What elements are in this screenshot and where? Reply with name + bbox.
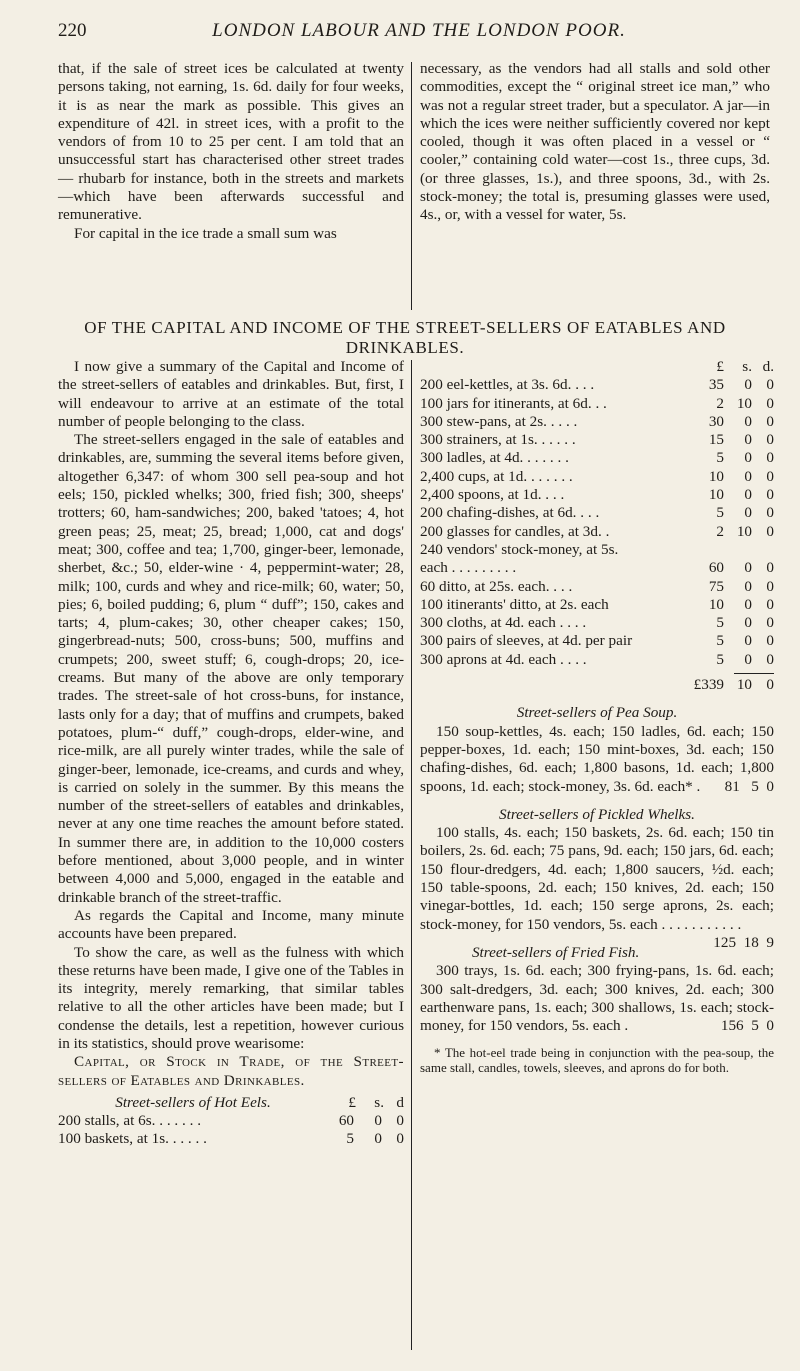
table-row <box>420 376 774 394</box>
col-pounds: £ <box>348 1093 356 1111</box>
row-label: 300 strainers, at 1s. . . . . . <box>420 431 576 449</box>
amount-pounds: 10 <box>708 467 724 485</box>
paragraph: The street-sellers engaged in the sale of eatables and drinkables, are, summing the several items before given, altogether 6,347: of whom 300 sell pea-soup and hot eels; 150, pickled whelks; 300, fried fish; 300, sheeps' trotters; 60, ham-sandwiches; 200, baked 'tatoes; 4, hot green peas; 25, meat; 25, bread; 1,000, cat and dogs' meat; 300, coffee and tea; 1,700, ginger-beer, lemonade, sherbet, &c.; 50, elder-wine · 4, peppermint-water; 28, milk; 100, curds and whey and rice-milk; 60, water; 50, pies; 6, boiled pudding; 6, plum “ duff”; 150, cakes and tarts; 4, plum-cakes; 30, other cheaper cakes; 150, gingerbread-nuts; 500, cross-buns; 500, muffins and crumpets; 200, sweet stuff; 6, cough-drops; 20, ice-creams. But many of the above are only temporary trades. The street-sale of hot cross-buns, for instance, lasts only for a day; that of muffins and crumpets, baked potatoes, plum-“ duff,” cough-drops, elder-wine, and rice-milk, are all purely winter trades, while the sale of ginger-beer, lemonade, ice-creams, and curds and whey, is carried on solely in the summer. By this means the number of the street-sellers of eatables and drinkables, never at any one time reaches the amount before stated. In summer there are, in addition to the 10,000 costers before mentioned, about 3,000 people, and in winter between 4,000 and 5,000, engaged in the eatable and drinkable branch of the street-traffic. <box>58 431 404 906</box>
column-divider <box>411 360 412 1350</box>
total-pounds: £339 <box>693 676 724 694</box>
amount-shillings: 0 <box>744 449 752 467</box>
col-pence: d. <box>762 358 774 375</box>
amount-shillings: 0 <box>744 577 752 595</box>
fried-fish-heading: Street-sellers of Fried Fish. <box>471 943 640 961</box>
col-pounds: £ <box>716 358 724 375</box>
column-top-left <box>58 60 404 243</box>
amount-shillings: 10 <box>736 522 752 540</box>
footnote: * The hot-eel trade being in conjunction with the pea-soup, the same stall, candles, towels, sleeves, and aprons do for both. <box>420 1045 774 1076</box>
fried-fish-items: 300 trays, 1s. 6d. each; 300 frying-pans, 1s. 6d. each; 300 salt-dredgers, 3d. each; 300 knives, 2d. each; 300 earthenware pans, 1s. each; 300 shallows, 1s. each; stock-money, for 150 vendors, 5s. each . <box>420 962 774 1035</box>
amount-shillings: 0 <box>744 431 752 449</box>
paragraph: To show the care, as well as the fulness with which these returns have been made, I give one of the Tables in its integrity, merely remarking, that similar tables relative to all the other articles have been made; but I condense the details, lest a repetition, however curious in its statistics, should prove wearisome: <box>58 943 404 1052</box>
amount-pounds: 10 <box>708 486 724 504</box>
row-label: 300 pairs of sleeves, at 4d. per pair <box>420 632 633 650</box>
amount-pence: 0 <box>766 614 774 632</box>
col-shillings: s. <box>742 358 752 375</box>
row-label: 100 jars for itinerants, at 6d. . . <box>420 394 607 412</box>
amount-pounds: 15 <box>708 431 724 449</box>
row-label: each . . . . . . . . . <box>420 559 517 577</box>
hot-eels-heading-row <box>58 1094 404 1112</box>
amount-pence: 0 <box>396 1112 404 1130</box>
col-shillings: s. <box>374 1093 384 1111</box>
amount-pounds: 2 <box>716 522 724 540</box>
amount-shillings: 0 <box>744 559 752 577</box>
paragraph: that, if the sale of street ices be calculated at twenty persons taking, not earning, 1s. 6d. daily for four weeks, it is as near the mark as possible. This gives an expenditure of 42l. in street ices, with a profit to the vendors of from 10 to 25 per cent. I am told that an unsuccessful start has characterised other street trades — rhubarb for instance, both in the streets and markets—which have been afterwards successful and remunerative. <box>58 60 404 224</box>
amount-shillings: 0 <box>744 614 752 632</box>
column-divider <box>411 62 412 310</box>
amount-shillings: 0 <box>744 650 752 668</box>
column-bottom-left <box>58 358 404 1149</box>
table-row <box>420 468 774 486</box>
row-label: 200 stalls, at 6s. . . . . . . <box>58 1112 202 1130</box>
pea-soup-heading: Street-sellers of Pea Soup. <box>516 704 678 722</box>
table-row <box>420 541 774 559</box>
amount-pence: 0 <box>766 650 774 668</box>
whelks-amount: 125 18 9 <box>713 933 774 951</box>
column-top-right <box>420 60 770 225</box>
table-row <box>420 614 774 632</box>
amount-pounds: 5 <box>716 650 724 668</box>
amount-shillings: 0 <box>744 632 752 650</box>
table-row <box>58 1130 404 1148</box>
row-label: 300 ladles, at 4d. . . . . . . <box>420 449 569 467</box>
row-label: 300 aprons at 4d. each . . . . <box>420 650 587 668</box>
total-shillings: 10 <box>736 676 752 694</box>
amount-pence: 0 <box>766 486 774 504</box>
page-number: 220 <box>58 20 87 41</box>
row-label: 300 cloths, at 4d. each . . . . <box>420 614 587 632</box>
row-label: 240 vendors' stock-money, at 5s. <box>420 540 619 558</box>
amount-pounds: 5 <box>716 614 724 632</box>
row-label: 2,400 spoons, at 1d. . . . <box>420 486 565 504</box>
row-label: 60 ditto, at 25s. each. . . . <box>420 577 573 595</box>
paragraph: For capital in the ice trade a small sum was <box>74 224 337 242</box>
total-row <box>420 676 774 694</box>
amount-pounds: 75 <box>708 577 724 595</box>
whelks-heading: Street-sellers of Pickled Whelks. <box>499 805 695 823</box>
amount-shillings: 0 <box>744 412 752 430</box>
paragraph: necessary, as the vendors had all stalls and sold other commodities, except the “ original street ice man,” who was not a regular street trader, but a speculator. A jar—in which the ices were neither sufficiently covered nor kept cooled, though it was often placed in a vessel or “ cooler,” containing cold water—cost 1s., three cups, 3d. (or three glasses, 1s.), and three spoons, 3d., with 2s. stock-money; the total is, presuming glasses were used, 4s., or, with a vessel for water, 5s. <box>420 60 770 224</box>
amount-pence: 0 <box>766 632 774 650</box>
amount-pence: 0 <box>766 376 774 394</box>
table-header <box>420 358 774 376</box>
amount-pounds: 5 <box>716 632 724 650</box>
amount-pence: 0 <box>766 522 774 540</box>
total-pence: 0 <box>766 676 774 694</box>
amount-pence: 0 <box>766 504 774 522</box>
amount-shillings: 10 <box>736 394 752 412</box>
fried-fish-amount: 156 5 0 <box>720 1017 774 1035</box>
running-head: LONDON LABOUR AND THE LONDON POOR. <box>212 20 626 41</box>
table-row <box>420 632 774 650</box>
table-row <box>420 523 774 541</box>
pea-soup-text <box>420 723 774 796</box>
amount-pounds: 5 <box>346 1130 354 1148</box>
column-bottom-right <box>420 358 774 1075</box>
amount-pence: 0 <box>766 577 774 595</box>
row-label: 300 stew-pans, at 2s. . . . . <box>420 412 578 430</box>
amount-pounds: 2 <box>716 394 724 412</box>
whelks-items: 100 stalls, 4s. each; 150 baskets, 2s. 6d. each; 150 tin boilers, 2s. 6d. each; 75 pans, 9d. each; 150 jars, 6d. each; 150 flour-dredgers, 4d. each; 1,800 saucers, ½d. each; 150 table-spoons, 2d. each; 150 knives, 2d. each; 150 vinegar-bottles, 1d. each; 150 serge aprons, 2s. each; stock-money, for 150 vendors, 5s. each . . . . . . . . . . . <box>420 824 774 933</box>
table-row <box>420 504 774 522</box>
amount-pence: 0 <box>766 467 774 485</box>
amount-pence: 0 <box>766 412 774 430</box>
amount-shillings: 0 <box>744 504 752 522</box>
hot-eels-heading: Street-sellers of Hot Eels. <box>115 1093 271 1111</box>
amount-pounds: 5 <box>716 504 724 522</box>
row-label: 100 itinerants' ditto, at 2s. each <box>420 595 609 613</box>
table-row <box>420 413 774 431</box>
table-row <box>420 559 774 577</box>
hot-eels-table <box>58 1112 404 1149</box>
row-label: 100 baskets, at 1s. . . . . . <box>58 1130 207 1148</box>
capital-heading: Capital, or Stock in Trade, of the Street-sellers of Eatables and Drinkables. <box>58 1053 404 1089</box>
amount-pounds: 5 <box>716 449 724 467</box>
page-header <box>58 20 780 46</box>
paragraph: I now give a summary of the Capital and Income of the street-sellers of eatables and drinkables. But, first, I will endeavour to arrive at an estimate of the total number of people belonging to the class. <box>58 358 404 430</box>
amount-pounds: 60 <box>338 1112 354 1130</box>
amount-pence: 0 <box>396 1130 404 1148</box>
row-label: 200 chafing-dishes, at 6d. . . . <box>420 504 600 522</box>
section-title: OF THE CAPITAL AND INCOME OF THE STREET-SELLERS OF EATABLES AND DRINKABLES. <box>84 318 726 357</box>
amount-pounds: 30 <box>708 412 724 430</box>
table-row <box>58 1112 404 1130</box>
total-rule <box>734 673 774 674</box>
table-row <box>420 578 774 596</box>
amount-pence: 0 <box>766 449 774 467</box>
row-label: 200 eel-kettles, at 3s. 6d. . . . <box>420 376 595 394</box>
amount-shillings: 0 <box>374 1130 382 1148</box>
amount-shillings: 0 <box>744 595 752 613</box>
table-row <box>420 449 774 467</box>
table-row <box>420 486 774 504</box>
table-row <box>420 431 774 449</box>
amount-pounds: 35 <box>708 376 724 394</box>
table-row <box>420 651 774 669</box>
amount-pounds: 10 <box>708 595 724 613</box>
fried-fish-text <box>420 962 774 1035</box>
amount-pence: 0 <box>766 394 774 412</box>
row-label: 200 glasses for candles, at 3d. . <box>420 522 610 540</box>
hot-eels-table-continued <box>420 376 774 669</box>
amount-shillings: 0 <box>744 376 752 394</box>
col-pence: d <box>396 1093 404 1111</box>
amount-shillings: 0 <box>374 1112 382 1130</box>
table-row <box>420 596 774 614</box>
paragraph: As regards the Capital and Income, many minute accounts have been prepared. <box>58 906 404 943</box>
amount-pounds: 60 <box>708 559 724 577</box>
amount-pence: 0 <box>766 595 774 613</box>
amount-pence: 0 <box>766 559 774 577</box>
table-row <box>420 395 774 413</box>
amount-shillings: 0 <box>744 486 752 504</box>
amount-pence: 0 <box>766 431 774 449</box>
row-label: 2,400 cups, at 1d. . . . . . . <box>420 467 573 485</box>
pea-soup-items: 150 soup-kettles, 4s. each; 150 ladles, 6d. each; 150 pepper-boxes, 1d. each; 150 mint-boxes, 3d. each; 150 chafing-dishes, 6d. each; 1,800 basons, 1d. each; 1,800 spoons, 1d. each; stock-money, 3s. 6d. each* . <box>420 722 774 795</box>
pea-soup-amount: 81 5 0 <box>724 777 774 795</box>
amount-shillings: 0 <box>744 467 752 485</box>
whelks-text <box>420 824 774 951</box>
